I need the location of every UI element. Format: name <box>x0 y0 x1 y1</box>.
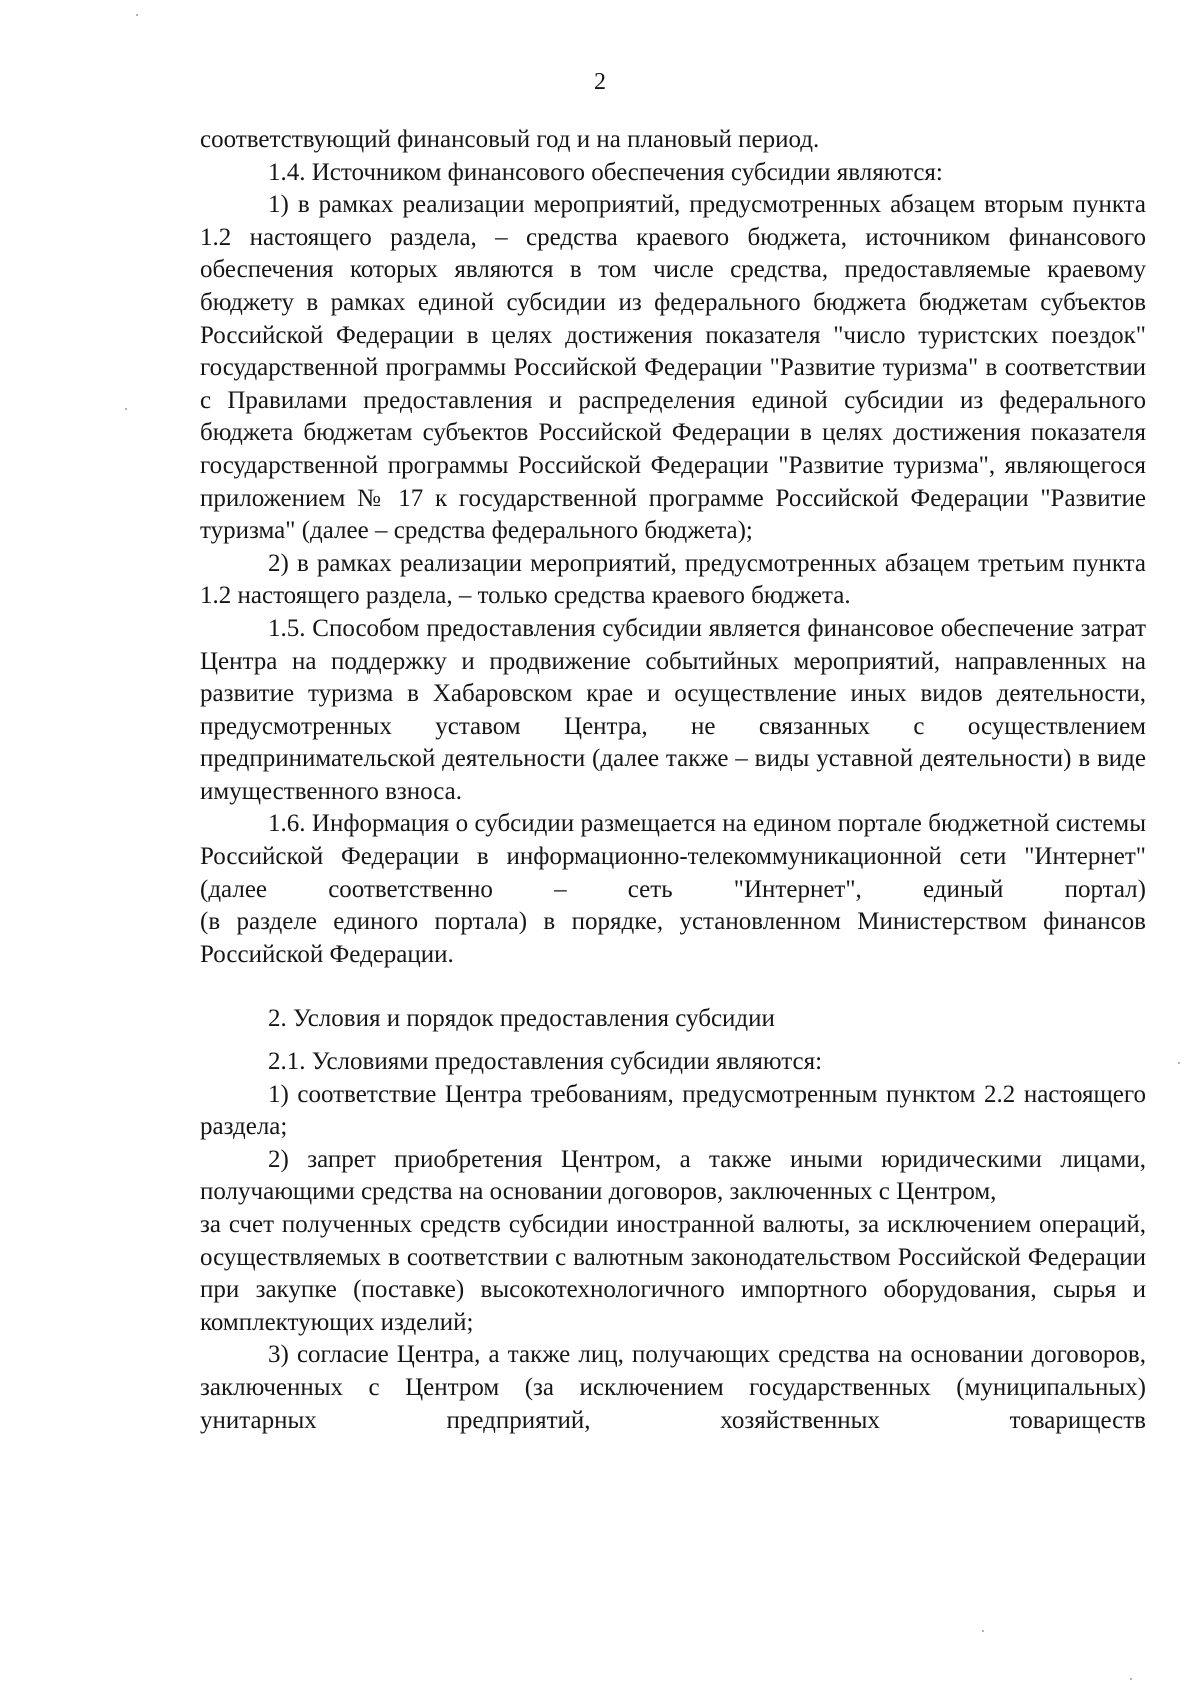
scan-speck <box>125 408 127 410</box>
paragraph-1-5: 1.5. Способом предоставления субсидии является финансовое обеспечение затрат Центра на поддержку и продвижение событийных мероприятий, направленных на развитие туризма в Хабаровском крае и осуществление иных видов деятельности, предусмотренных уставом Центра, не связанных с осуществлением предпринимательской деятельности (далее также – виды уставной деятельности) в виде имущественного взноса. <box>200 614 1146 805</box>
section-2-heading: 2. Условия и порядок предоставления субсидии <box>268 1005 775 1033</box>
scan-speck <box>1178 1062 1180 1064</box>
paragraph-2-1-item-1: 1) соответствие Центра требованиям, предусмотренным пунктом 2.2 настоящего раздела; <box>200 1080 1146 1141</box>
scan-speck <box>982 1630 984 1632</box>
paragraph-1-6-part-2: (в разделе единого портала) в порядке, установленном Министерством финансов Российской Федерации. <box>200 908 1146 968</box>
paragraph-1-6-part-1: 1.6. Информация о субсидии размещается на едином портале бюджетной системы Российской Федерации в информационно-телекоммуникационной сети "Интернет" (далее соответственно – сеть "Интернет", единый портал) <box>200 810 1146 903</box>
scan-speck <box>1130 1678 1132 1680</box>
paragraph-continuation: соответствующий финансовый год и на плановый период. <box>200 126 820 153</box>
paragraph-1-4: 1.4. Источником финансового обеспечения субсидии являются: <box>268 158 943 186</box>
page-number: 2 <box>594 69 606 95</box>
paragraph-2-1-item-2: 2) запрет приобретения Центром, а также иными юридическими лицами, получающими средства на основании договоров, заключенных с Центром, <box>200 1145 1146 1206</box>
paragraph-2-1-item-3: 3) согласие Центра, а также лиц, получающих средства на основании договоров, заключенных с Центром (за исключением государственных (муниципальных) унитарных предприятий, хозяйственных товариществ <box>200 1341 1146 1434</box>
paragraph-2-1: 2.1. Условиями предоставления субсидии являются: <box>268 1048 823 1076</box>
document-body <box>200 124 1146 1437</box>
paragraph-1-4-item-2: 2) в рамках реализации мероприятий, предусмотренных абзацем третьим пункта 1.2 настоящего раздела, – только средства краевого бюджета. <box>200 549 1146 610</box>
paragraph-2-1-item-2-continued: за счет полученных средств субсидии иностранной валюты, за исключением операций, осуществляемых в соответствии с валютным законодательством Российской Федерации при закупке (поставке) высокотехнологичного импортного оборудования, сырья и комплектующих изделий; <box>200 1211 1146 1336</box>
scan-speck <box>136 14 138 16</box>
paragraph-1-4-item-1: 1) в рамках реализации мероприятий, предусмотренных абзацем вторым пункта 1.2 настоящего раздела, – средства краевого бюджета, источником финансового обеспечения которых являются в том числе средства, предоставляемые краевому бюджету в рамках единой субсидии из федерального бюджета бюджетам субъектов Российской Федерации в целях достижения показателя "число туристских поездок" государственной программы Российской Федерации "Развитие туризма" в соответствии с Правилами предоставления и распределения единой субсидии из федерального бюджета бюджетам субъектов Российской Федерации в целях достижения показателя государственной программы Российской Федерации "Развитие туризма", являющегося приложением № 17 к государственной программе Российской Федерации "Развитие туризма" (далее – средства федерального бюджета); <box>200 191 1146 545</box>
